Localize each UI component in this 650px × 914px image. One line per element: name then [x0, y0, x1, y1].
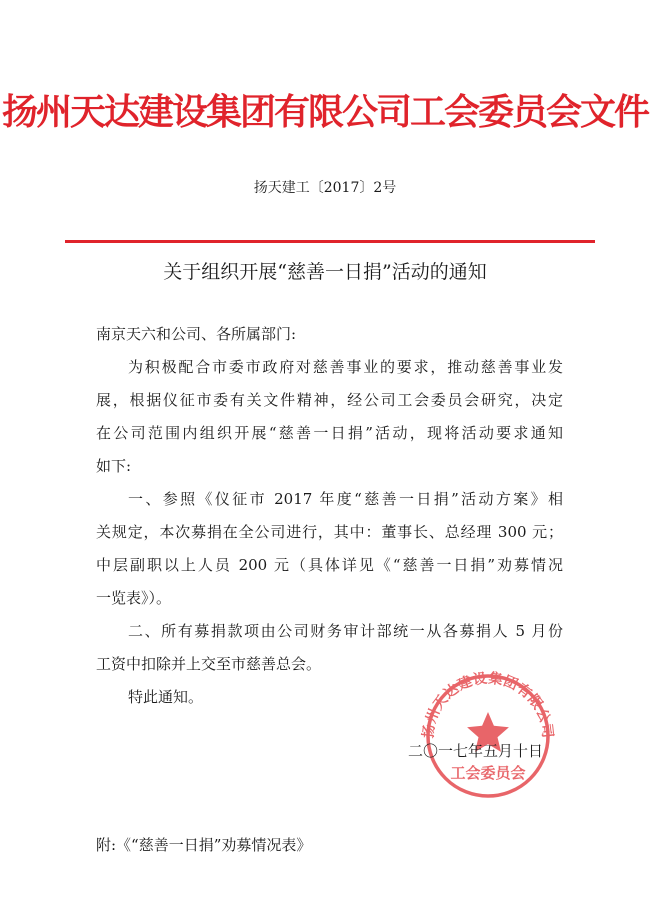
- paragraph-2-line-1: 一、参照《仪征市 2017 年度“慈善一日捐”活动方案》相: [128, 490, 563, 508]
- closing-remark: 特此通知。: [128, 688, 204, 706]
- paragraph-1-line-2: 展，根据仪征市委有关文件精神，经公司工会委员会研究，决定: [96, 391, 563, 409]
- paragraph-3-line-1: 二、所有募捐款项由公司财务审计部统一从各募捐人 5 月份: [128, 622, 563, 640]
- paragraph-1-line-3: 在公司范围内组织开展“慈善一日捐”活动，现将活动要求通知: [96, 424, 563, 442]
- paragraph-3-line-2: 工资中扣除并上交至市慈善总会。: [96, 655, 322, 673]
- paragraph-2-line-3: 中层副职以上人员 200 元（具体详见《“慈善一日捐”劝募情况: [96, 556, 563, 574]
- attachment-note: 附:《“慈善一日捐”劝募情况表》: [96, 836, 312, 854]
- seal-bottom-text: 工会委员会: [450, 764, 526, 782]
- official-seal-stamp: [413, 666, 563, 798]
- paragraph-2-line-4: 一览表》）。: [96, 589, 172, 607]
- paragraph-1-line-1: 为积极配合市委市政府对慈善事业的要求，推动慈善事业发: [128, 358, 563, 376]
- document-header-title: 扬州天达建设集团有限公司工会委员会文件: [1, 91, 648, 133]
- issue-date: 二〇一七年五月十日: [408, 742, 544, 760]
- red-divider-line: [65, 240, 595, 243]
- paragraph-2-line-2: 关规定，本次募捐在全公司进行，其中：董事长、总经理 300 元；: [96, 523, 563, 541]
- paragraph-1-line-4: 如下:: [96, 457, 132, 475]
- document-number: 扬天建工〔2017〕2号: [253, 180, 397, 196]
- notice-title: 关于组织开展“慈善一日捐”活动的通知: [163, 261, 487, 283]
- salutation: 南京天六和公司、各所属部门:: [96, 325, 297, 343]
- seal-ring-text: 扬州天达建设集团有限公司: [420, 670, 556, 740]
